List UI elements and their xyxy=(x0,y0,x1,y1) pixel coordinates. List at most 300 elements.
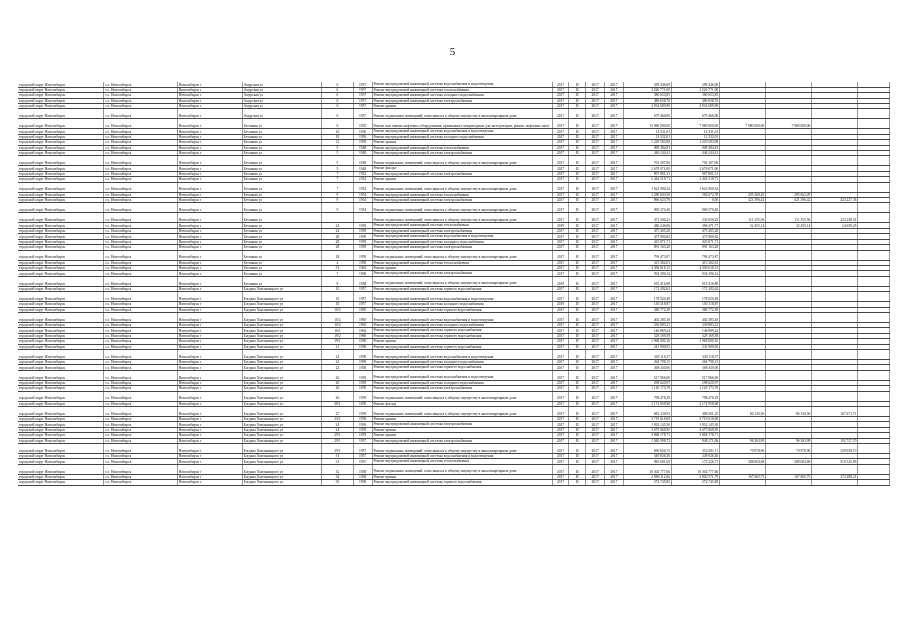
year-end-cell: 2017 xyxy=(605,156,624,166)
year-start-cell: 2017 xyxy=(586,171,605,176)
plan-year-cell: 2017 xyxy=(552,407,569,417)
cost-2-cell xyxy=(720,480,766,485)
cost-5-cell xyxy=(858,349,890,359)
cost-2-cell xyxy=(720,349,766,359)
plan-year-cell: 2017 xyxy=(552,292,569,302)
plan-year-cell: 2017 xyxy=(552,328,569,333)
city-cell: Новосибирск г xyxy=(177,328,242,333)
work-type-cell: Ремонт крыши xyxy=(372,339,552,344)
year-built-cell: 1959 xyxy=(353,407,372,417)
house-cell: 5 xyxy=(322,151,353,156)
plan-year-cell: 2019 xyxy=(552,276,569,286)
year-built-cell: 1958 xyxy=(353,474,372,479)
street-cell: Бетонная ул xyxy=(242,177,322,182)
work-type-cell: Ремонт подвальных помещений, относящихся к общему имуществу в многоквартирном доме xyxy=(372,250,552,260)
city-cell: Новосибирск г xyxy=(177,265,242,270)
year-built-cell: 1952 xyxy=(353,171,372,176)
year-built-cell: 1959 xyxy=(353,140,372,145)
plan-year-cell: 2019 xyxy=(552,302,569,307)
total-cost-cell: 368 430,06 xyxy=(623,365,671,370)
cost-1-cell: 3 719 618,00 xyxy=(672,417,720,422)
unit-cell: И xyxy=(569,349,586,359)
cost-3-cell xyxy=(766,464,812,474)
cost-1-cell: 1 229 583,90 xyxy=(672,140,720,145)
municipality-cell: городской округ Новосибирск xyxy=(18,438,104,443)
year-start-cell: 2017 xyxy=(586,474,605,479)
municipality-cell: городской округ Новосибирск xyxy=(18,322,104,327)
year-end-cell: 2017 xyxy=(605,213,624,223)
total-cost-cell: 1 120 173,70 xyxy=(623,386,671,391)
plan-year-cell: 2017 xyxy=(552,93,569,98)
cost-1-cell: 3 868 178,71 xyxy=(672,433,720,438)
total-cost-cell: 471 304,21 xyxy=(623,213,671,223)
municipality-cell: городской округ Новосибирск xyxy=(18,104,104,109)
plan-year-cell: 2017 xyxy=(552,260,569,265)
year-start-cell: 2017 xyxy=(586,302,605,307)
year-end-cell: 2017 xyxy=(605,417,624,422)
unit-cell: И xyxy=(569,480,586,485)
unit-cell: И xyxy=(569,444,586,454)
unit-cell: И xyxy=(569,417,586,422)
table-row xyxy=(18,349,890,359)
municipality-cell: городской округ Новосибирск xyxy=(18,134,104,139)
house-cell: 34 xyxy=(322,474,353,479)
municipality-cell: городской округ Новосибирск xyxy=(18,480,104,485)
year-end-cell: 2017 xyxy=(605,166,624,171)
house-cell: 24 xyxy=(322,427,353,432)
year-end-cell: 2017 xyxy=(605,87,624,92)
city-cell: Новосибирск г xyxy=(177,333,242,338)
plan-year-cell: 2017 xyxy=(552,234,569,239)
work-type-cell: Ремонт подвальных помещений, относящихся к общему имуществу в многоквартирном доме xyxy=(372,391,552,401)
settlement-cell: г.о. Новосибирск xyxy=(104,82,177,87)
work-type-cell: Ремонт внутридомовой инженерной системы холодного водоснабжения xyxy=(372,380,552,385)
year-built-cell: 1956 xyxy=(353,129,372,134)
total-cost-cell: 4 306 618,13 xyxy=(623,265,671,270)
plan-year-cell: 2017 xyxy=(552,239,569,244)
settlement-cell: г.о. Новосибирск xyxy=(104,391,177,401)
year-start-cell: 2017 xyxy=(586,140,605,145)
work-type-cell: Ремонт крыши xyxy=(372,177,552,182)
settlement-cell: г.о. Новосибирск xyxy=(104,119,177,129)
work-type-cell: Ремонт крыши xyxy=(372,427,552,432)
year-built-cell: 1958 xyxy=(353,349,372,359)
municipality-cell: городской округ Новосибирск xyxy=(18,444,104,454)
municipality-cell: городской округ Новосибирск xyxy=(18,250,104,260)
work-type-cell: Ремонт подвальных помещений, относящихся к общему имуществу в многоквартирном доме xyxy=(372,464,552,474)
work-type-cell: Ремонт внутридомовой инженерной системы горячего водоснабжения xyxy=(372,307,552,312)
cost-4-cell xyxy=(812,391,858,401)
year-built-cell: 1958 xyxy=(353,417,372,422)
cost-1-cell: 10 302 777,66 xyxy=(672,464,720,474)
street-cell: Богдана Хмельницкого ул xyxy=(242,380,322,385)
cost-4-cell: 339 938,19 xyxy=(812,444,858,454)
work-type-cell: Ремонт внутридомовой инженерной системы электроснабжения xyxy=(372,422,552,427)
year-start-cell: 2017 xyxy=(586,234,605,239)
plan-year-cell: 2017 xyxy=(552,365,569,370)
plan-year-cell: 2017 xyxy=(552,286,569,291)
year-end-cell: 2017 xyxy=(605,339,624,344)
work-type-cell: Ремонт фасада xyxy=(372,166,552,171)
city-cell: Новосибирск г xyxy=(177,87,242,92)
unit-cell: И xyxy=(569,87,586,92)
table-row xyxy=(18,292,890,302)
plan-year-cell: 2017 xyxy=(552,459,569,464)
cost-1-cell: 934 396,14 xyxy=(672,271,720,276)
total-cost-cell: 3 675 068,95 xyxy=(623,427,671,432)
city-cell: Новосибирск г xyxy=(177,198,242,203)
house-cell: 32 xyxy=(322,464,353,474)
year-built-cell: 1948 xyxy=(353,145,372,150)
year-start-cell: 2017 xyxy=(586,307,605,312)
cost-3-cell: 96 363,99 xyxy=(766,438,812,443)
cost-1-cell: 264 798,15 xyxy=(672,359,720,364)
year-end-cell: 2017 xyxy=(605,422,624,427)
plan-year-cell: 2017 xyxy=(552,87,569,92)
cost-2-cell xyxy=(720,464,766,474)
work-type-cell: Ремонт или замена лифтового оборудования, признанного непригодным для эксплуатации, ремонт лифтовых шахт xyxy=(372,119,552,129)
city-cell: Новосибирск г xyxy=(177,302,242,307)
year-built-cell: 1957 xyxy=(353,93,372,98)
cost-4-cell: 192 727,70 xyxy=(812,438,858,443)
year-built-cell: 1957 xyxy=(353,87,372,92)
city-cell: Новосибирск г xyxy=(177,276,242,286)
cost-5-cell xyxy=(858,276,890,286)
year-end-cell: 2017 xyxy=(605,444,624,454)
municipality-cell: городской округ Новосибирск xyxy=(18,427,104,432)
cost-1-cell: 3 444 518,71 xyxy=(672,177,720,182)
settlement-cell: г.о. Новосибирск xyxy=(104,182,177,192)
work-type-cell: Ремонт крыши xyxy=(372,265,552,270)
street-cell: Бетонная ул xyxy=(242,234,322,239)
city-cell: Новосибирск г xyxy=(177,438,242,443)
settlement-cell: г.о. Новосибирск xyxy=(104,98,177,103)
year-end-cell: 2017 xyxy=(605,109,624,119)
municipality-cell: городской округ Новосибирск xyxy=(18,417,104,422)
cost-2-cell: 84 120,56 xyxy=(720,407,766,417)
unit-cell: И xyxy=(569,391,586,401)
cost-3-cell xyxy=(766,109,812,119)
page-number: 5 xyxy=(449,46,456,58)
year-start-cell: 2017 xyxy=(586,156,605,166)
street-cell: Богдана Хмельницкого ул xyxy=(242,438,322,443)
work-type-cell: Ремонт внутридомовой инженерной системы холодного водоснабжения xyxy=(372,134,552,139)
house-cell: 23/1 xyxy=(322,417,353,422)
year-built-cell: 1956 xyxy=(353,134,372,139)
unit-cell: И xyxy=(569,454,586,459)
year-built-cell: 1958 xyxy=(353,271,372,276)
plan-year-cell: 2017 xyxy=(552,380,569,385)
settlement-cell: г.о. Новосибирск xyxy=(104,292,177,302)
year-built-cell: 1957 xyxy=(353,459,372,464)
plan-year-cell: 2017 xyxy=(552,82,569,87)
year-start-cell: 2017 xyxy=(586,380,605,385)
year-start-cell: 2017 xyxy=(586,286,605,291)
municipality-cell: городской округ Новосибирск xyxy=(18,93,104,98)
cost-1-cell: 907 801,31 xyxy=(672,171,720,176)
year-end-cell: 2017 xyxy=(605,104,624,109)
cost-2-cell xyxy=(720,312,766,322)
total-cost-cell: 486 658,76 xyxy=(623,98,671,103)
municipality-cell: городской округ Новосибирск xyxy=(18,401,104,406)
year-start-cell: 2017 xyxy=(586,433,605,438)
year-built-cell: 1959 xyxy=(353,234,372,239)
street-cell: Амурская ул xyxy=(242,87,322,92)
table-row xyxy=(18,156,890,166)
year-end-cell: 2017 xyxy=(605,474,624,479)
street-cell: Богдана Хмельницкого ул xyxy=(242,302,322,307)
street-cell: Амурская ул xyxy=(242,109,322,119)
total-cost-cell: 866 623,78 xyxy=(623,198,671,203)
house-cell: 9 xyxy=(322,203,353,213)
cost-4-cell xyxy=(812,182,858,192)
street-cell: Богдана Хмельницкого ул xyxy=(242,480,322,485)
total-cost-cell: 402 383,18 xyxy=(623,312,671,322)
work-type-cell: Ремонт внутридомовой инженерной системы водоснабжения и водоотведения xyxy=(372,82,552,87)
unit-cell: И xyxy=(569,156,586,166)
settlement-cell: г.о. Новосибирск xyxy=(104,260,177,265)
city-cell: Новосибирск г xyxy=(177,129,242,134)
year-end-cell: 2017 xyxy=(605,365,624,370)
year-built-cell: 1952 xyxy=(353,177,372,182)
house-cell: 27 xyxy=(322,407,353,417)
unit-cell: И xyxy=(569,98,586,103)
total-cost-cell: 413 362,61 xyxy=(623,260,671,265)
house-cell: 6 xyxy=(322,119,353,129)
work-type-cell: Ремонт внутридомовой инженерной системы водоснабжения и водоотведения xyxy=(372,349,552,359)
work-type-cell: Ремонт внутридомовой инженерной системы электроснабжения xyxy=(372,228,552,233)
year-start-cell: 2017 xyxy=(586,438,605,443)
city-cell: Новосибирск г xyxy=(177,454,242,459)
cost-3-cell xyxy=(766,370,812,380)
city-cell: Новосибирск г xyxy=(177,312,242,322)
cost-1-cell: 584 672,70 xyxy=(672,192,720,197)
settlement-cell: г.о. Новосибирск xyxy=(104,370,177,380)
year-end-cell: 2017 xyxy=(605,302,624,307)
unit-cell: И xyxy=(569,302,586,307)
year-start-cell: 2017 xyxy=(586,223,605,228)
plan-year-cell: 2017 xyxy=(552,433,569,438)
house-cell: 29/1 xyxy=(322,433,353,438)
cost-1-cell: 4 934 689,99 xyxy=(672,104,720,109)
cost-4-cell: 423 227,36 xyxy=(812,198,858,203)
street-cell: Бетонная ул xyxy=(242,156,322,166)
city-cell: Новосибирск г xyxy=(177,370,242,380)
cost-2-cell xyxy=(720,276,766,286)
cost-1-cell: 150 318,87 xyxy=(672,302,720,307)
year-end-cell: 2017 xyxy=(605,307,624,312)
year-built-cell: 1957 xyxy=(353,454,372,459)
year-built-cell: 1959 xyxy=(353,245,372,250)
total-cost-cell: 178 920,48 xyxy=(623,292,671,302)
street-cell: Бетонная ул xyxy=(242,119,322,129)
city-cell: Новосибирск г xyxy=(177,480,242,485)
municipality-cell: городской округ Новосибирск xyxy=(18,292,104,302)
cost-4-cell: 167 671,71 xyxy=(812,407,858,417)
cost-1-cell: 352 691,11 xyxy=(672,444,720,454)
plan-year-cell: 2017 xyxy=(552,427,569,432)
unit-cell: И xyxy=(569,438,586,443)
table-row xyxy=(18,391,890,401)
total-cost-cell: 12 331,01 xyxy=(623,129,671,134)
work-type-cell: Ремонт подвальных помещений, относящихся к общему имуществу в многоквартирном доме xyxy=(372,213,552,223)
city-cell: Новосибирск г xyxy=(177,433,242,438)
settlement-cell: г.о. Новосибирск xyxy=(104,156,177,166)
plan-year-cell: 2017 xyxy=(552,145,569,150)
table-row xyxy=(18,182,890,192)
program-table xyxy=(18,82,890,486)
cost-5-cell xyxy=(858,182,890,192)
cost-3-cell: 288 004,68 xyxy=(766,459,812,464)
plan-year-cell: 2017 xyxy=(552,129,569,134)
house-cell: 29/1 xyxy=(322,438,353,443)
cost-1-cell: 909 384,81 xyxy=(672,145,720,150)
year-start-cell: 2017 xyxy=(586,98,605,103)
cost-4-cell xyxy=(812,250,858,260)
total-cost-cell: 794 473,87 xyxy=(623,250,671,260)
total-cost-cell: 3 444 518,71 xyxy=(623,177,671,182)
street-cell: Бетонная ул xyxy=(242,245,322,250)
settlement-cell: г.о. Новосибирск xyxy=(104,312,177,322)
work-type-cell: Ремонт подвальных помещений, относящихся к общему имуществу в многоквартирном доме xyxy=(372,182,552,192)
table-row xyxy=(18,213,890,223)
street-cell: Бетонная ул xyxy=(242,140,322,145)
house-cell: 24 xyxy=(322,228,353,233)
settlement-cell: г.о. Новосибирск xyxy=(104,433,177,438)
street-cell: Богдана Хмельницкого ул xyxy=(242,386,322,391)
cost-1-cell: 517 966,00 xyxy=(672,370,720,380)
unit-cell: И xyxy=(569,322,586,327)
house-cell: 5 xyxy=(322,156,353,166)
street-cell: Бетонная ул xyxy=(242,223,322,228)
city-cell: Новосибирск г xyxy=(177,234,242,239)
unit-cell: И xyxy=(569,250,586,260)
street-cell: Бетонная ул xyxy=(242,276,322,286)
house-cell: 10 xyxy=(322,286,353,291)
year-start-cell: 2017 xyxy=(586,119,605,129)
street-cell: Бетонная ул xyxy=(242,265,322,270)
house-cell: 24 xyxy=(322,223,353,228)
house-cell: 10/3 xyxy=(322,307,353,312)
cost-5-cell xyxy=(858,203,890,213)
work-type-cell: Ремонт подвальных помещений, относящихся к общему имуществу в многоквартирном доме xyxy=(372,203,552,213)
total-cost-cell: 919 416,88 xyxy=(623,276,671,286)
year-start-cell: 2017 xyxy=(586,134,605,139)
city-cell: Новосибирск г xyxy=(177,109,242,119)
plan-year-cell: 2017 xyxy=(552,245,569,250)
total-cost-cell: 3 526 771,00 xyxy=(623,87,671,92)
cost-4-cell xyxy=(812,464,858,474)
cost-3-cell xyxy=(766,276,812,286)
municipality-cell: городской округ Новосибирск xyxy=(18,312,104,322)
city-cell: Новосибирск г xyxy=(177,171,242,176)
plan-year-cell: 2017 xyxy=(552,140,569,145)
cost-1-cell: 408 501,25 xyxy=(672,407,720,417)
street-cell: Богдана Хмельницкого ул xyxy=(242,307,322,312)
city-cell: Новосибирск г xyxy=(177,166,242,171)
year-end-cell: 2017 xyxy=(605,380,624,385)
total-cost-cell: 171 282,62 xyxy=(623,286,671,291)
cost-1-cell: 396 471,77 xyxy=(672,223,720,228)
cost-2-cell: 70 978,96 xyxy=(720,444,766,454)
cost-1-cell: 3 675 068,95 xyxy=(672,427,720,432)
work-type-cell: Ремонт внутридомовой инженерной системы горячего водоснабжения xyxy=(372,344,552,349)
settlement-cell: г.о. Новосибирск xyxy=(104,166,177,171)
cost-1-cell: 413 362,61 xyxy=(672,260,720,265)
year-start-cell: 2017 xyxy=(586,203,605,213)
year-start-cell: 2017 xyxy=(586,198,605,203)
cost-5-cell xyxy=(858,119,890,129)
year-end-cell: 2017 xyxy=(605,286,624,291)
unit-cell: И xyxy=(569,265,586,270)
municipality-cell: городской округ Новосибирск xyxy=(18,228,104,233)
city-cell: Новосибирск г xyxy=(177,177,242,182)
settlement-cell: г.о. Новосибирск xyxy=(104,134,177,139)
year-end-cell: 2017 xyxy=(605,359,624,364)
cost-1-cell: 272 745,85 xyxy=(672,480,720,485)
plan-year-cell: 2017 xyxy=(552,228,569,233)
house-cell: 26 xyxy=(322,386,353,391)
cost-1-cell: 794 473,87 xyxy=(672,250,720,260)
year-end-cell: 2017 xyxy=(605,349,624,359)
year-built-cell: 1959 xyxy=(353,250,372,260)
year-built-cell: 1959 xyxy=(353,422,372,427)
street-cell: Богдана Хмельницкого ул xyxy=(242,464,322,474)
municipality-cell: городской округ Новосибирск xyxy=(18,166,104,171)
year-end-cell: 2017 xyxy=(605,265,624,270)
municipality-cell: городской округ Новосибирск xyxy=(18,203,104,213)
plan-year-cell: 2017 xyxy=(552,171,569,176)
plan-year-cell: 2017 xyxy=(552,182,569,192)
plan-year-cell: 2017 xyxy=(552,349,569,359)
cost-3-cell xyxy=(766,250,812,260)
total-cost-cell: 2 174 958,90 xyxy=(623,401,671,406)
cost-2-cell: 111 355,56 xyxy=(720,213,766,223)
year-built-cell: 1959 xyxy=(353,433,372,438)
city-cell: Новосибирск г xyxy=(177,104,242,109)
year-end-cell: 2017 xyxy=(605,333,624,338)
house-cell: 9 xyxy=(322,192,353,197)
municipality-cell: городской округ Новосибирск xyxy=(18,328,104,333)
municipality-cell: городской округ Новосибирск xyxy=(18,380,104,385)
street-cell: Бетонная ул xyxy=(242,250,322,260)
cost-5-cell xyxy=(858,109,890,119)
house-cell: 24 xyxy=(322,422,353,427)
total-cost-cell: 2 678 071,00 xyxy=(623,166,671,171)
house-cell: 6 xyxy=(322,93,353,98)
year-end-cell: 2017 xyxy=(605,391,624,401)
unit-cell: И xyxy=(569,151,586,156)
year-start-cell: 2017 xyxy=(586,322,605,327)
year-end-cell: 2017 xyxy=(605,234,624,239)
cost-3-cell: 111 355,56 xyxy=(766,213,812,223)
cost-1-cell: 178 920,48 xyxy=(672,292,720,302)
city-cell: Новосибирск г xyxy=(177,417,242,422)
plan-year-cell: 2017 xyxy=(552,109,569,119)
plan-year-cell: 2017 xyxy=(552,265,569,270)
municipality-cell: городской округ Новосибирск xyxy=(18,223,104,228)
work-type-cell: Ремонт фасада xyxy=(372,401,552,406)
unit-cell: И xyxy=(569,166,586,171)
year-start-cell: 2017 xyxy=(586,166,605,171)
unit-cell: И xyxy=(569,104,586,109)
street-cell: Богдана Хмельницкого ул xyxy=(242,349,322,359)
cost-5-cell xyxy=(858,312,890,322)
cost-2-cell: 167 665,75 xyxy=(720,474,766,479)
municipality-cell: городской округ Новосибирск xyxy=(18,192,104,197)
house-cell xyxy=(322,213,353,223)
work-type-cell: Ремонт подвальных помещений, относящихся к общему имуществу в многоквартирном доме xyxy=(372,109,552,119)
